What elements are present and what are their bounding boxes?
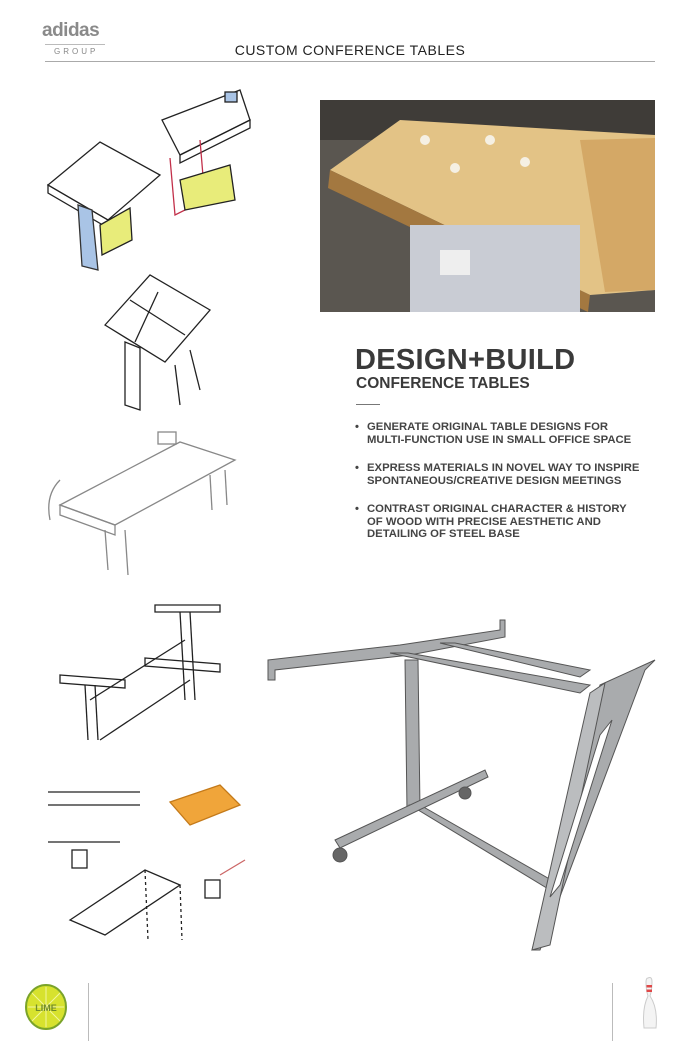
bullet-item xyxy=(355,421,645,446)
bullet-text: EXPRESS MATERIALS IN NOVEL WAY TO INSPIRE SPONTANEOUS/CREATIVE DESIGN MEETINGS xyxy=(367,462,640,487)
bullet-icon: • xyxy=(355,503,359,515)
sketch-table-2 xyxy=(105,275,210,410)
adidas-logo: adidas xyxy=(42,20,100,41)
header-rule xyxy=(45,61,655,62)
sketch-details xyxy=(48,785,245,940)
lime-logo-text: LIME xyxy=(35,1003,57,1013)
bullet-list xyxy=(355,421,645,557)
bowling-pin-icon xyxy=(638,976,662,1036)
sketch-tables-1 xyxy=(48,90,250,270)
bullet-icon: • xyxy=(355,462,359,474)
section-heading: DESIGN+BUILD xyxy=(355,344,576,376)
footer-divider-left xyxy=(88,983,89,1041)
heading-divider xyxy=(356,404,380,405)
page-title: CUSTOM CONFERENCE TABLES xyxy=(234,42,466,58)
bullet-text: CONTRAST ORIGINAL CHARACTER & HISTORY OF WOOD WITH PRECISE AESTHETIC AND DETAILING OF STEEL BASE xyxy=(367,503,627,540)
bullet-item xyxy=(355,503,645,541)
sketch-table-4 xyxy=(60,605,220,740)
footer-divider-right xyxy=(612,983,613,1041)
section-subheading: CONFERENCE TABLES xyxy=(356,375,530,392)
steel-base-render xyxy=(260,615,660,955)
table-sketches xyxy=(30,80,270,950)
bullet-item xyxy=(355,462,645,487)
adidas-logo-group: GROUP xyxy=(54,47,99,56)
bullet-icon: • xyxy=(355,421,359,433)
lime-logo xyxy=(24,984,68,1030)
wood-table-photo xyxy=(320,100,655,312)
sketch-table-3 xyxy=(49,432,235,575)
bullet-text: GENERATE ORIGINAL TABLE DESIGNS FOR MULTI-FUNCTION USE IN SMALL OFFICE SPACE xyxy=(367,421,632,446)
